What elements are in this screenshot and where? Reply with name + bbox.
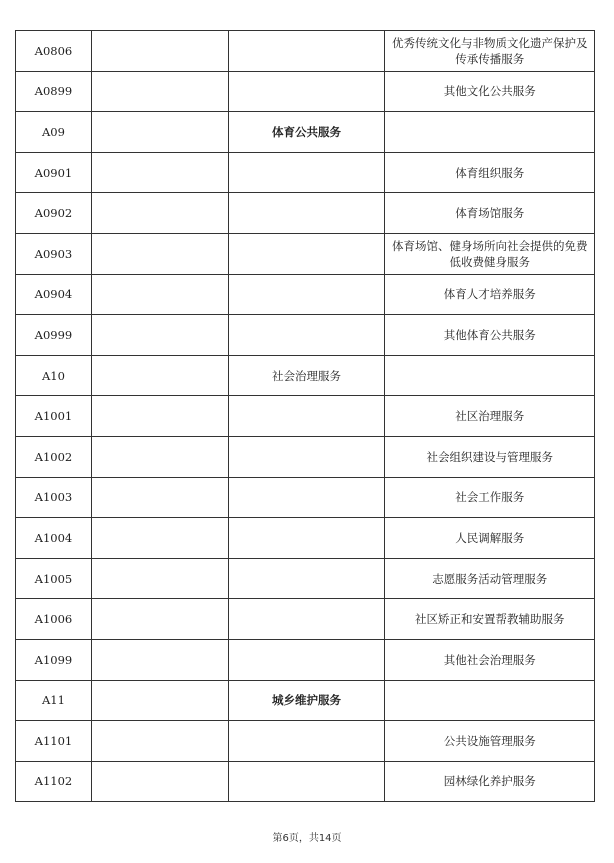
row-level1-cell — [91, 639, 228, 680]
table-row — [16, 315, 595, 356]
row-level1-cell — [91, 233, 228, 274]
table-row — [16, 193, 595, 234]
row-level2-cell — [228, 639, 385, 680]
page-footer: 第6页，共14页 — [272, 833, 342, 844]
row-level1-cell — [91, 477, 228, 518]
table-row — [16, 761, 595, 802]
row-level3-cell: 社区矫正和安置帮教辅助服务 — [385, 599, 595, 640]
row-level1-cell — [91, 721, 228, 762]
row-level2-cell — [228, 233, 385, 274]
row-code-cell: A1101 — [16, 721, 92, 762]
row-level1-cell — [91, 274, 228, 315]
row-level2-cell — [228, 396, 385, 437]
service-catalog-table — [15, 30, 595, 802]
row-code-cell: A0902 — [16, 193, 92, 234]
row-level1-cell — [91, 152, 228, 193]
row-code-cell: A1099 — [16, 639, 92, 680]
table-row — [16, 639, 595, 680]
table-row — [16, 436, 595, 477]
row-code-cell: A1001 — [16, 396, 92, 437]
row-level3-cell: 社会工作服务 — [385, 477, 595, 518]
row-code-cell: A1102 — [16, 761, 92, 802]
row-level2-cell — [228, 436, 385, 477]
row-code-cell: A0806 — [16, 31, 92, 72]
row-level3-cell — [385, 680, 595, 721]
row-level3-cell: 园林绿化养护服务 — [385, 761, 595, 802]
row-level3-cell: 其他文化公共服务 — [385, 71, 595, 112]
row-level2-cell — [228, 315, 385, 356]
row-level3-cell: 体育组织服务 — [385, 152, 595, 193]
table-row — [16, 112, 595, 153]
row-level3-cell: 体育场馆、健身场所向社会提供的免费低收费健身服务 — [385, 233, 595, 274]
row-level2-cell: 城乡维护服务 — [228, 680, 385, 721]
row-level2-cell — [228, 477, 385, 518]
row-code-cell: A0904 — [16, 274, 92, 315]
row-level1-cell — [91, 599, 228, 640]
row-level1-cell — [91, 558, 228, 599]
row-code-cell: A1004 — [16, 518, 92, 559]
table-row — [16, 680, 595, 721]
row-level3-cell — [385, 355, 595, 396]
table-row — [16, 152, 595, 193]
row-level3-cell: 体育人才培养服务 — [385, 274, 595, 315]
table-body — [16, 31, 595, 802]
row-code-cell: A0901 — [16, 152, 92, 193]
row-level3-cell: 体育场馆服务 — [385, 193, 595, 234]
row-level1-cell — [91, 396, 228, 437]
row-level3-cell: 社区治理服务 — [385, 396, 595, 437]
row-level2-cell — [228, 599, 385, 640]
row-level3-cell: 其他体育公共服务 — [385, 315, 595, 356]
table-row — [16, 71, 595, 112]
row-level2-cell — [228, 558, 385, 599]
row-level2-cell: 体育公共服务 — [228, 112, 385, 153]
row-level3-cell: 其他社会治理服务 — [385, 639, 595, 680]
row-level3-cell: 公共设施管理服务 — [385, 721, 595, 762]
row-code-cell: A1006 — [16, 599, 92, 640]
row-level2-cell — [228, 193, 385, 234]
row-level2-cell — [228, 721, 385, 762]
table-row — [16, 31, 595, 72]
row-level2-cell — [228, 761, 385, 802]
row-level1-cell — [91, 680, 228, 721]
row-code-cell: A0899 — [16, 71, 92, 112]
table-row — [16, 274, 595, 315]
row-code-cell: A0999 — [16, 315, 92, 356]
row-level2-cell — [228, 152, 385, 193]
row-code-cell: A1005 — [16, 558, 92, 599]
row-code-cell: A0903 — [16, 233, 92, 274]
row-level1-cell — [91, 193, 228, 234]
row-level1-cell — [91, 355, 228, 396]
row-level1-cell — [91, 315, 228, 356]
row-level2-cell: 社会治理服务 — [228, 355, 385, 396]
row-level1-cell — [91, 518, 228, 559]
row-code-cell: A11 — [16, 680, 92, 721]
row-level1-cell — [91, 436, 228, 477]
row-level2-cell — [228, 31, 385, 72]
table-row — [16, 518, 595, 559]
row-level2-cell — [228, 274, 385, 315]
table-row — [16, 233, 595, 274]
row-level1-cell — [91, 112, 228, 153]
table-row — [16, 558, 595, 599]
row-code-cell: A10 — [16, 355, 92, 396]
row-level3-cell: 社会组织建设与管理服务 — [385, 436, 595, 477]
row-code-cell: A1002 — [16, 436, 92, 477]
row-code-cell: A1003 — [16, 477, 92, 518]
table-row — [16, 721, 595, 762]
row-level2-cell — [228, 71, 385, 112]
row-level2-cell — [228, 518, 385, 559]
table-row — [16, 396, 595, 437]
row-level1-cell — [91, 71, 228, 112]
table-row — [16, 355, 595, 396]
row-level1-cell — [91, 761, 228, 802]
table-row — [16, 599, 595, 640]
row-level3-cell — [385, 112, 595, 153]
row-level1-cell — [91, 31, 228, 72]
table-row — [16, 477, 595, 518]
row-level3-cell: 人民调解服务 — [385, 518, 595, 559]
row-level3-cell: 优秀传统文化与非物质文化遗产保护及传承传播服务 — [385, 31, 595, 72]
row-code-cell: A09 — [16, 112, 92, 153]
row-level3-cell: 志愿服务活动管理服务 — [385, 558, 595, 599]
